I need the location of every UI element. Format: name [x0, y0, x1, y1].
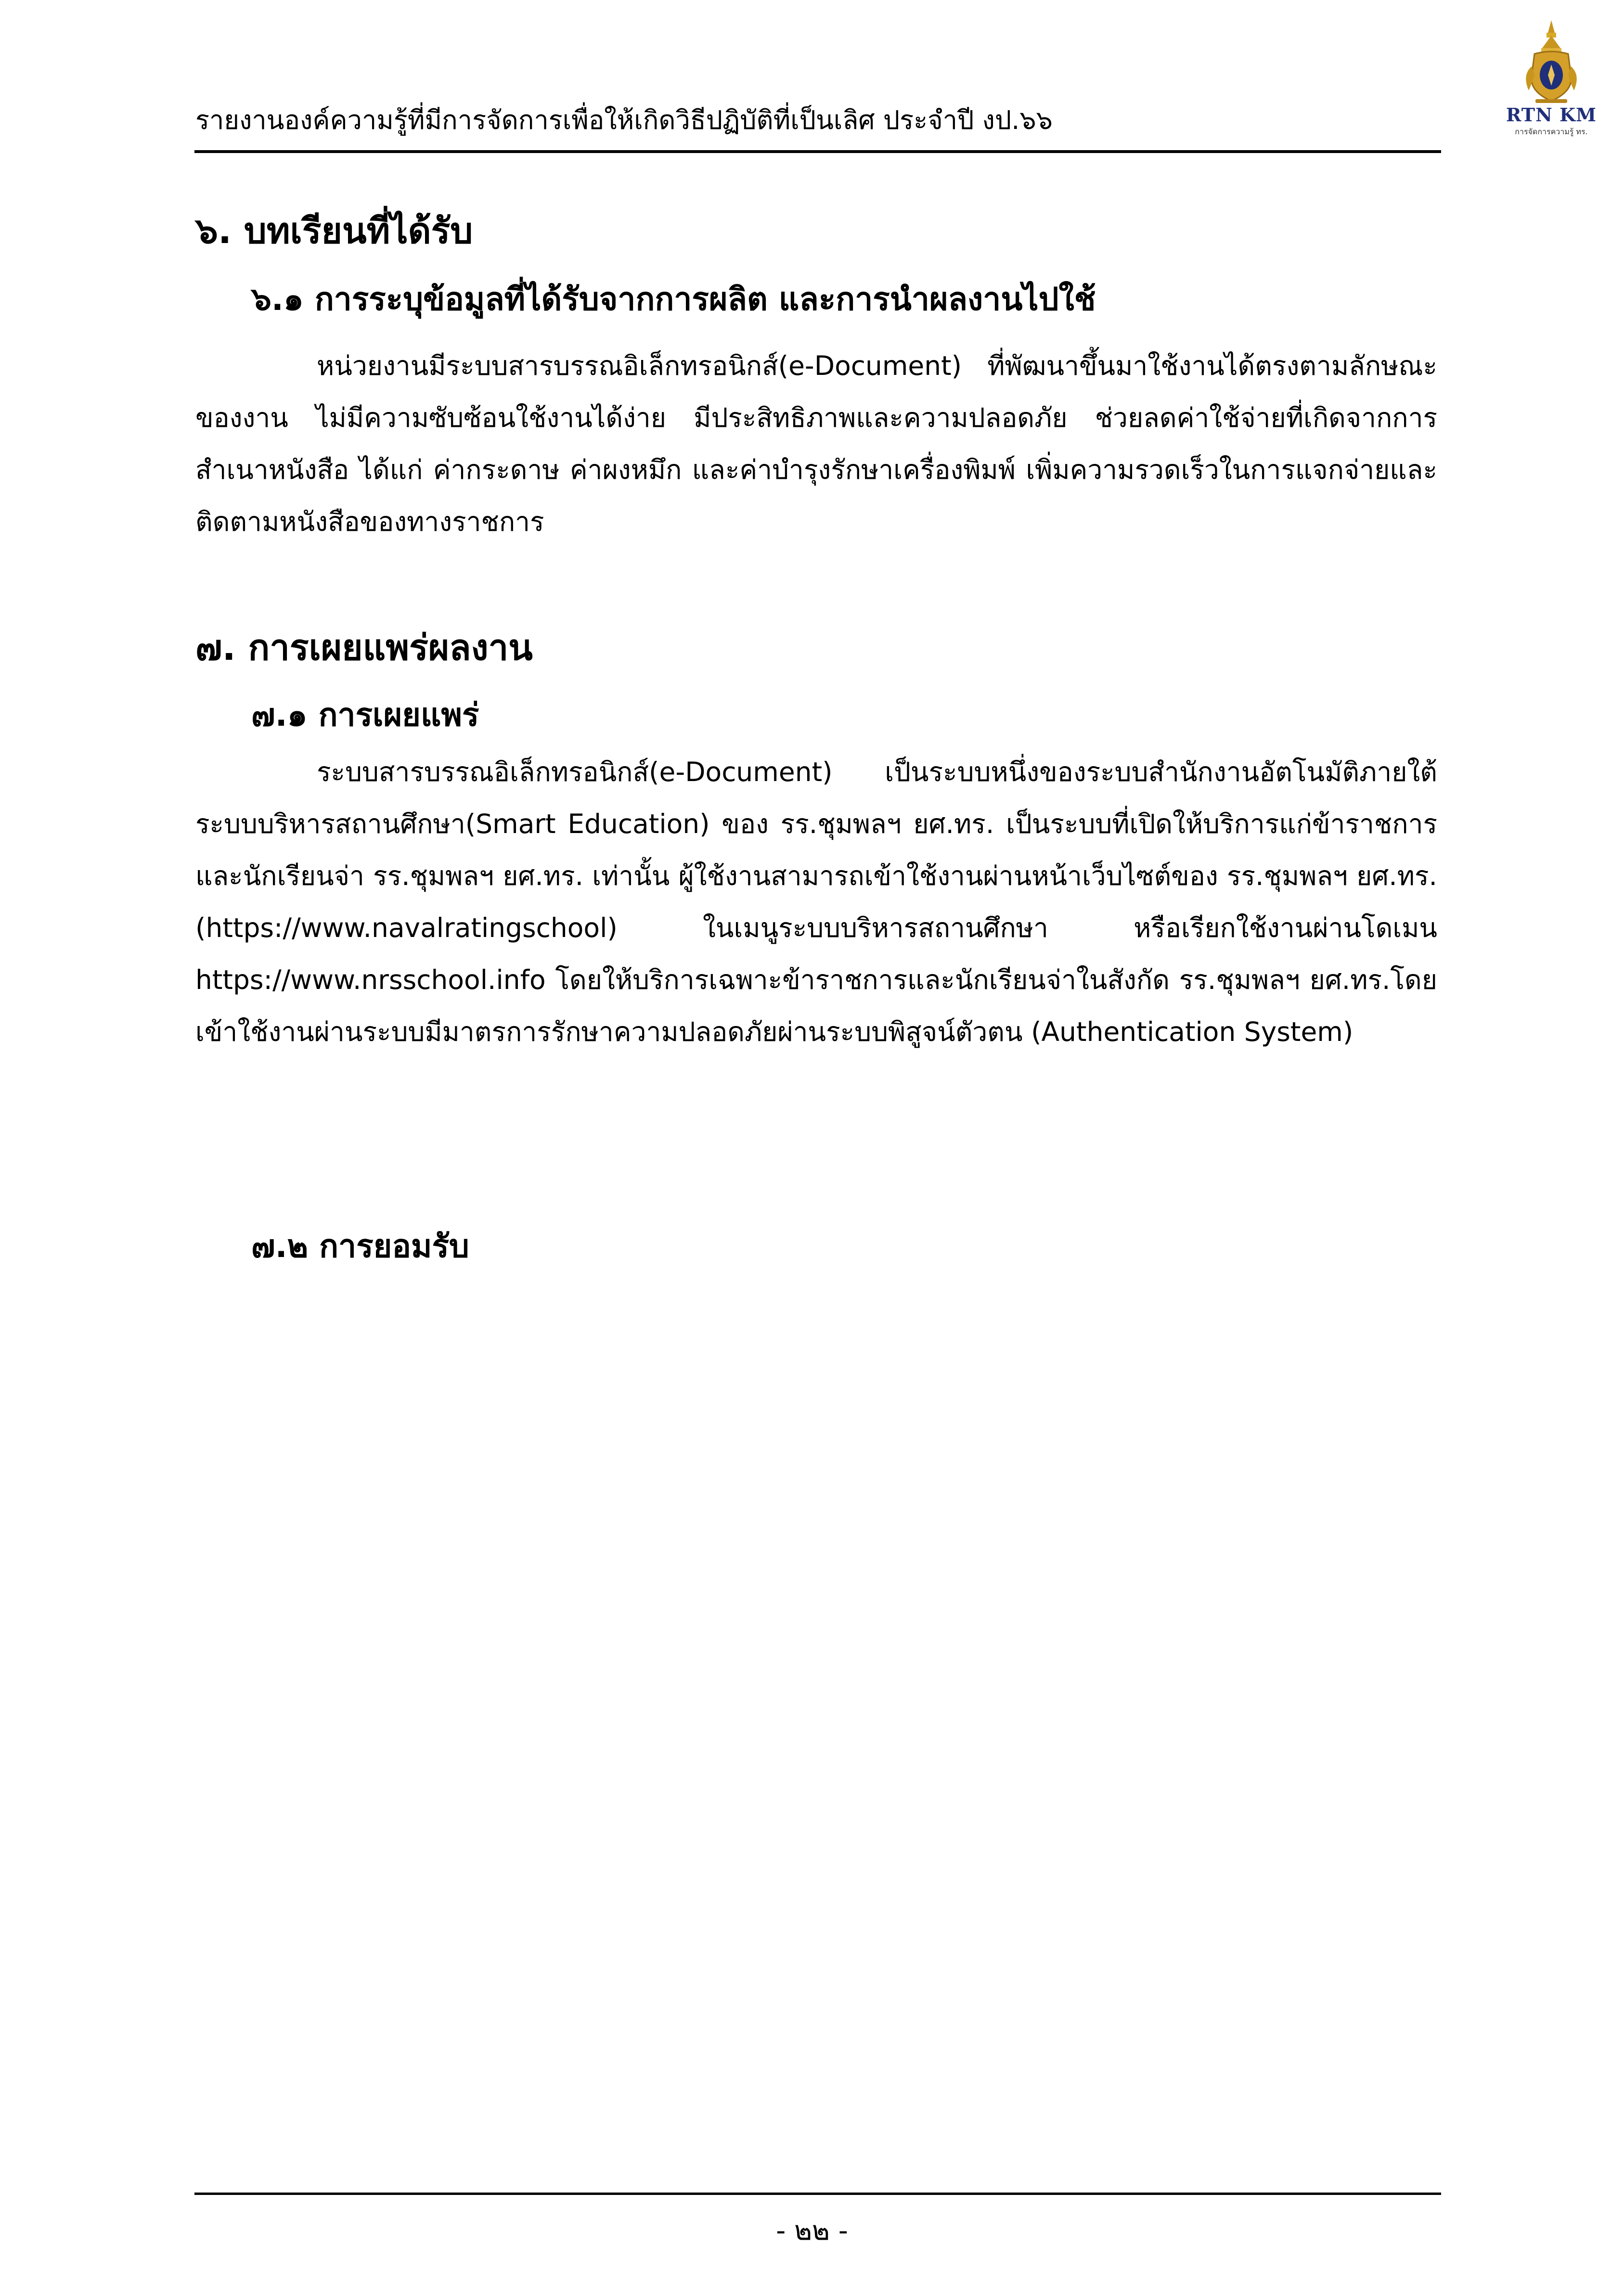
section-7-2-heading: ๗.๒ การยอมรับ [251, 1228, 469, 1265]
section-6-heading: ๖. บทเรียนที่ได้รับ [195, 210, 473, 252]
header-divider [194, 150, 1441, 153]
logo-wordmark: RTN KM [1506, 104, 1597, 126]
logo-subtext: การจัดการความรู้ ทร. [1515, 127, 1588, 136]
footer-divider [194, 2193, 1441, 2195]
section-6-1-heading: ๖.๑ การระบุข้อมูลที่ได้รับจากการผลิต และการนำผลงานไปใช้ [251, 281, 1096, 318]
section-6-1-paragraph: หน่วยงานมีระบบสารบรรณอิเล็กทรอนิกส์(e-Document) ที่พัฒนาขึ้นมาใช้งานได้ตรงตามลักษณะของงาน ไม่มีความซับซ้อนใช้งานได้ง่าย มีประสิทธิภาพและความปลอดภัย ช่วยลดค่าใช้จ่ายที่เกิดจากการสำเนาหนังสือ ได้แก่ ค่ากระดาษ ค่าผงหมึก และค่าบำรุงรักษาเครื่องพิมพ์ เพิ่มความรวดเร็วในการแจกจ่ายและติดตามหนังสือของทางราชการ [195, 350, 1437, 537]
running-header-title: รายงานองค์ความรู้ที่มีการจัดการเพื่อให้เกิดวิธีปฏิบัติที่เป็นเลิศ ประจำปี งป.๖๖ [195, 105, 1053, 135]
section-7-1-heading: ๗.๑ การเผยแพร่ [251, 696, 479, 733]
section-7-heading: ๗. การเผยแพร่ผลงาน [195, 627, 533, 668]
page-number: - ๒๒ - [776, 2215, 848, 2246]
section-7-1-paragraph: ระบบสารบรรณอิเล็กทรอนิกส์(e-Document) เป็นระบบหนึ่งของระบบสำนักงานอัตโนมัติภายใต้ระบบบริหารสถานศึกษา(Smart Education) ของ รร.ชุมพลฯ ยศ.ทร. เป็นระบบที่เปิดให้บริการแก่ข้าราชการและนักเรียนจ่า รร.ชุมพลฯ ยศ.ทร. เท่านั้น ผู้ใช้งานสามารถเข้าใช้งานผ่านหน้าเว็บไซต์ของ รร.ชุมพลฯ ยศ.ทร. (https://www.navalratingschool) ในเมนูระบบบริหารสถานศึกษา หรือเรียกใช้งานผ่านโดเมน https://www.nrsschool.info โดยให้บริการเฉพาะข้าราชการและนักเรียนจ่าในสังกัด รร.ชุมพลฯ ยศ.ทร.โดยเข้าใช้งานผ่านระบบมีมาตรการรักษาความปลอดภัยผ่านระบบพิสูจน์ตัวตน (Authentication System) [195, 757, 1437, 1047]
